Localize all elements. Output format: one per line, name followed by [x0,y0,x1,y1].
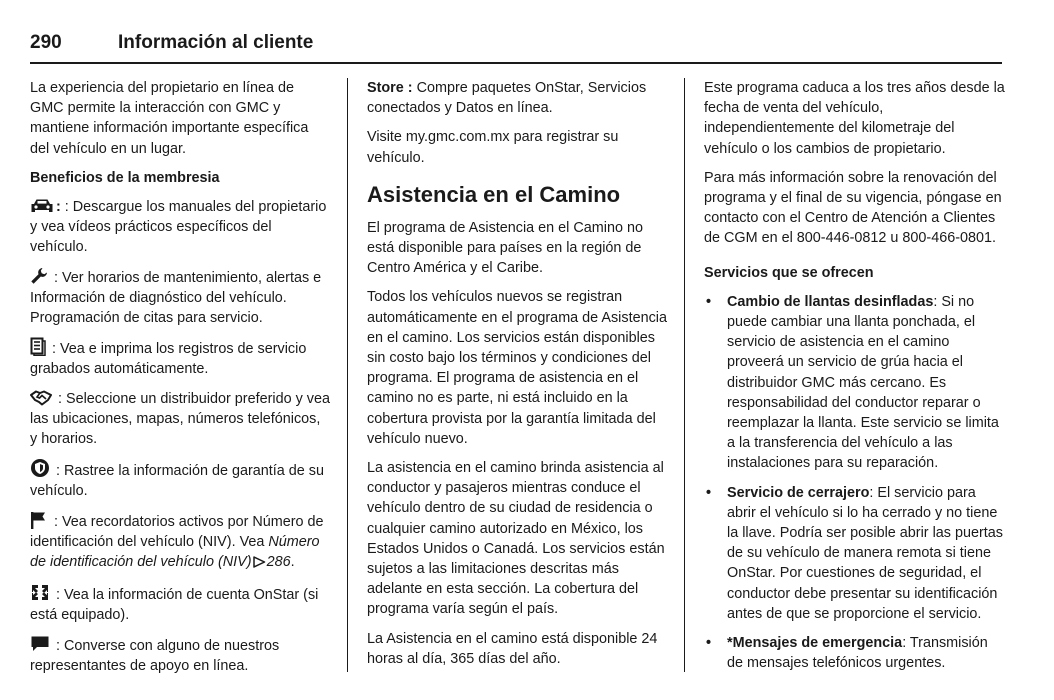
bullet: • [706,484,712,501]
benefit-item: : : Descargue los manuales del propietario y vea vídeos prácticos específicos del vehículo. [30,199,327,256]
paragraph: Todos los vehículos nuevos se registran automáticamente en el programa de Asistencia en el camino. Los servicios están disponibles sin costo bajo los términos y condiciones del programa. El programa de asistencia en el camino no es parte, ni está incluido en la cobertura provista por la garantía limitada del vehículo nuevo. [367,289,667,447]
intro-paragraph: La experiencia del propietario en línea de GMC permite la interacción con GMC y mantiene información importante específica del vehículo en un lugar. [30,80,309,157]
list-item: • Cambio de llantas desinfladas: Si no puede cambiar una llanta ponchada, el servicio de asistencia en el camino proveerá un servicio de grúa hacia el distribuidor GMC más cercano. Es responsabilidad del conductor reparar o reemplazar la llanta. Este servicio se limita a la transferencia del vehículo a las instalaciones para su reparación. [706,293,999,472]
bullet: • [706,635,712,652]
paragraph: El programa de Asistencia en el Camino no está disponible para países en la región de Centro América y el Caribe. [367,219,643,277]
benefit-item: : Seleccione un distribuidor preferido y vea las ubicaciones, mapas, números telefónicos, y horarios. [30,390,330,448]
document-icon [30,337,46,356]
list-item: • *Mensajes de emergencia: Transmisión de mensajes telefónicos urgentes. [706,635,988,672]
column-divider [684,78,685,672]
section-title: Asistencia en el Camino [367,181,621,207]
header-rule [30,62,1002,64]
paragraph: Para más información sobre la renovación del programa y el final de su vigencia, póngase en contacto con el Centro de Atención a Clientes de CGM en el 800-446-0812 u 800-466-0801. [704,169,1002,247]
handshake-icon [30,390,52,406]
benefit-item: : Rastree la información de garantía de su vehículo. [30,458,330,501]
services-heading: Servicios que se ofrecen [704,264,874,281]
services-list [704,292,1006,674]
benefit-item: : Ver horarios de mantenimiento, alertas e Información de diagnóstico del vehículo. Programación de citas para servicio. [30,267,330,329]
shield-icon [30,458,50,478]
benefit-item: : Vea la información de cuenta OnStar (si está equipado). [30,583,330,625]
onstar-icon [30,583,50,602]
column-3 [704,78,1006,682]
page-reference[interactable]: 286 [266,554,291,571]
wrench-icon [30,267,48,285]
page-title: Información al cliente [118,32,314,53]
column-2 [367,78,669,678]
arrow-right-icon [253,554,266,574]
paragraph: Este programa caduca a los tres años desde la fecha de venta del vehículo, independientemente del kilometraje del vehículo o los cambios de propietario. [704,80,1005,157]
store-paragraph: Store : Compre paquetes OnStar, Servicios conectados y Datos en línea. [367,80,647,117]
paragraph: La asistencia en el camino brinda asistencia al conductor y pasajeros mientras conduce el vehículo dentro de su ciudad de residencia o cualquier camino autorizado en México, los Estados Unidos o Canadá. Los servicios están sujetos a las limitaciones descritas más adelante en esta sección. La cobertura del programa varía según el país. [367,460,665,618]
benefit-item: : Converse con alguno de nuestros representantes de apoyo en línea. [30,635,330,676]
store-label: Store : [367,80,413,96]
column-divider [347,78,348,672]
paragraph: La Asistencia en el camino está disponible 24 horas al día, 365 días del año. [367,630,658,667]
chat-icon [30,635,50,653]
niv-reference-link[interactable]: Número de identificación del vehículo (NIV) [30,533,320,571]
page-number: 290 [30,32,62,53]
column-1 [30,78,330,685]
flag-icon [30,511,48,529]
membership-benefits-heading: Beneficios de la membresia [30,169,220,186]
list-item: • Servicio de cerrajero: El servicio para abrir el vehículo si lo ha cerrado y no tiene la llave. Podría ser posible abrir las puertas de su vehículo de manera remota si tiene OnStar. Por cuestiones de seguridad, el conductor debe presentar su identificación antes de que se proporcione el servicio. [706,484,1003,622]
benefit-item: : Vea e imprima los registros de servicio grabados automáticamente. [30,337,330,379]
benefit-item: : Vea recordatorios activos por Número de identificación del vehículo (NIV). Vea Número de identificación del vehículo (NIV) 286. [30,511,330,575]
car-icon [30,198,54,214]
page-header [30,30,1002,64]
visit-paragraph: Visite my.gmc.com.mx para registrar su vehículo. [367,129,619,166]
bullet: • [706,293,712,310]
